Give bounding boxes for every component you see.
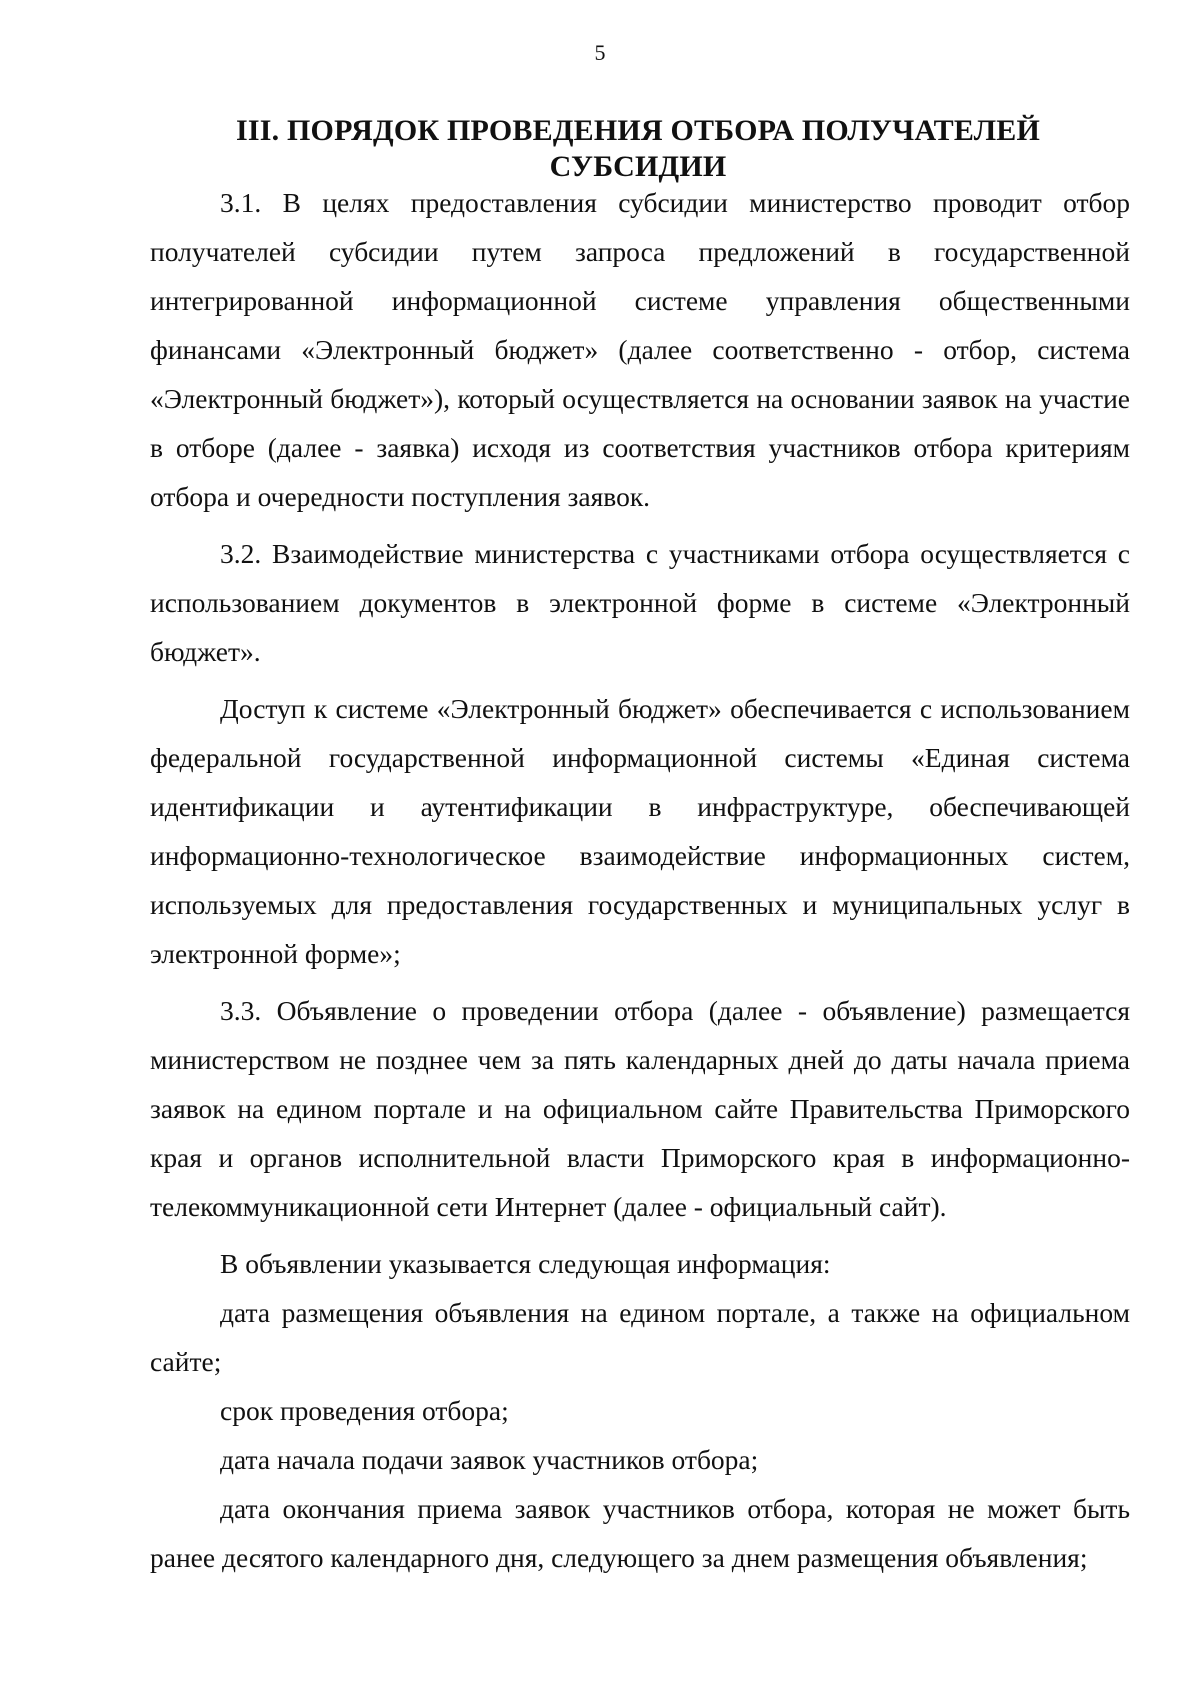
section-body — [150, 178, 1130, 1582]
page-number: 5 — [594, 40, 606, 65]
paragraph-3-3: 3.3. Объявление о проведении отбора (далее - объявление) размещается министерством не позднее чем за пять календарных дней до даты начала приема заявок на едином портале и на официальном сайте Правительства Приморского края и органов исполнительной власти Приморского края в информационно-телекоммуникационной сети Интернет (далее - официальный сайт). — [150, 995, 1130, 1222]
list-item-submission-end: дата окончания приема заявок участников отбора, которая не может быть ранее десятого календарного дня, следующего за днем размещения объявления; — [150, 1493, 1130, 1573]
paragraph-announcement-intro: В объявлении указывается следующая информация: — [220, 1248, 831, 1279]
list-item-submission-start: дата начала подачи заявок участников отбора; — [220, 1444, 759, 1475]
list-item-selection-period: срок проведения отбора; — [220, 1395, 509, 1426]
section-heading: III. ПОРЯДОК ПРОВЕДЕНИЯ ОТБОРА ПОЛУЧАТЕЛЕЙ СУБСИДИИ — [235, 114, 1040, 183]
paragraph-3-2: 3.2. Взаимодействие министерства с участниками отбора осуществляется с использованием документов в электронной форме в системе «Электронный бюджет». — [150, 538, 1130, 667]
paragraph-access: Доступ к системе «Электронный бюджет» обеспечивается с использованием федеральной государственной информационной системы «Единая система идентификации и аутентификации в инфраструктуре, обеспечивающей информационно-технологическое взаимодействие информационных систем, используемых для предоставления государственных и муниципальных услуг в электронной форме»; — [150, 693, 1130, 969]
paragraph-3-1: 3.1. В целях предоставления субсидии министерство проводит отбор получателей субсидии путем запроса предложений в государственной интегрированной информационной системе управления общественными финансами «Электронный бюджет» (далее соответственно - отбор, система «Электронный бюджет»), который осуществляется на основании заявок на участие в отборе (далее - заявка) исходя из соответствия участников отбора критериям отбора и очередности поступления заявок. — [150, 187, 1130, 512]
list-item-publication-date: дата размещения объявления на едином портале, а также на официальном сайте; — [150, 1297, 1130, 1377]
